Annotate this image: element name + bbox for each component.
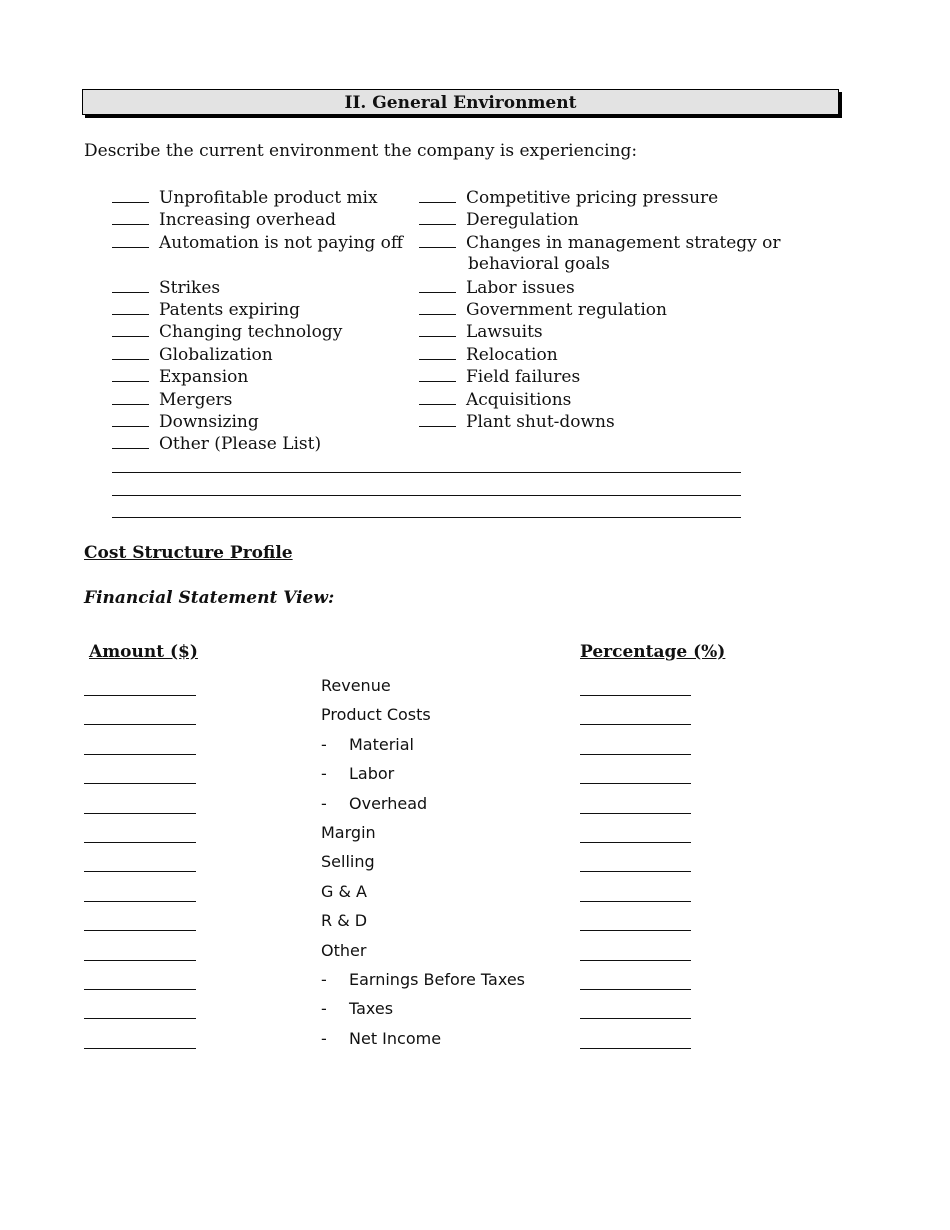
check-blank[interactable] bbox=[419, 231, 456, 248]
check-blank[interactable] bbox=[112, 208, 149, 225]
percentage-blank[interactable] bbox=[580, 1048, 691, 1049]
checklist-label: Relocation bbox=[466, 344, 558, 365]
checklist-item[interactable] bbox=[419, 231, 819, 253]
checklist-item[interactable] bbox=[112, 365, 412, 387]
check-blank[interactable] bbox=[419, 365, 456, 382]
financial-row bbox=[0, 705, 950, 738]
checklist-item[interactable] bbox=[112, 432, 412, 454]
check-blank[interactable] bbox=[112, 410, 149, 427]
amount-blank[interactable] bbox=[84, 842, 196, 843]
amount-blank[interactable] bbox=[84, 695, 196, 696]
amount-blank[interactable] bbox=[84, 1048, 196, 1049]
percentage-blank[interactable] bbox=[580, 783, 691, 784]
checklist-label: Plant shut-downs bbox=[466, 411, 615, 432]
checklist-label: Mergers bbox=[159, 389, 233, 410]
financial-row-text: Margin bbox=[321, 823, 376, 842]
checklist-right bbox=[419, 186, 819, 432]
amount-blank[interactable] bbox=[84, 813, 196, 814]
check-blank[interactable] bbox=[112, 343, 149, 360]
check-blank[interactable] bbox=[419, 320, 456, 337]
financial-row bbox=[0, 734, 950, 768]
percentage-blank[interactable] bbox=[580, 960, 691, 961]
amount-blank[interactable] bbox=[84, 754, 196, 755]
financial-row-label bbox=[321, 676, 391, 695]
checklist-label: Lawsuits bbox=[466, 322, 543, 343]
checklist-label: Deregulation bbox=[466, 210, 579, 231]
checklist-item[interactable] bbox=[112, 208, 412, 230]
financial-row-label bbox=[321, 852, 375, 871]
sub-item-dash: - bbox=[321, 764, 327, 784]
checklist-spacer bbox=[112, 253, 412, 275]
percentage-blank[interactable] bbox=[580, 901, 691, 902]
checklist-item[interactable] bbox=[112, 276, 412, 298]
checklist-label: Globalization bbox=[159, 344, 273, 365]
check-blank[interactable] bbox=[419, 276, 456, 293]
financial-row-text: R & D bbox=[321, 911, 368, 931]
check-blank[interactable] bbox=[419, 208, 456, 225]
checklist-label: Automation is not paying off bbox=[159, 232, 403, 253]
checklist-item[interactable] bbox=[112, 298, 412, 320]
amount-blank[interactable] bbox=[84, 901, 196, 902]
financial-row-text: Net Income bbox=[349, 1028, 442, 1048]
financial-row-text: Selling bbox=[321, 852, 375, 872]
financial-row bbox=[0, 764, 950, 797]
financial-row-text: Material bbox=[349, 734, 414, 754]
checklist-item[interactable] bbox=[112, 388, 412, 410]
amount-blank[interactable] bbox=[84, 783, 196, 784]
percentage-blank[interactable] bbox=[580, 754, 691, 755]
percentage-blank[interactable] bbox=[580, 989, 691, 990]
financial-row bbox=[0, 823, 950, 856]
financial-row-label bbox=[321, 794, 427, 813]
checklist-item[interactable] bbox=[112, 231, 412, 253]
financial-row-label bbox=[321, 970, 525, 989]
other-writein-line[interactable] bbox=[112, 517, 741, 518]
check-blank[interactable] bbox=[112, 231, 149, 248]
checklist-label: Field failures bbox=[466, 367, 581, 388]
check-blank[interactable] bbox=[112, 388, 149, 405]
financial-row-text: Overhead bbox=[349, 793, 428, 813]
financial-row bbox=[0, 881, 950, 915]
checklist-label: Patents expiring bbox=[159, 299, 300, 320]
other-writein-line[interactable] bbox=[112, 495, 741, 496]
financial-row-label bbox=[321, 882, 367, 901]
financial-row bbox=[0, 676, 950, 709]
checklist-label: Unprofitable product mix bbox=[159, 188, 378, 208]
percentage-blank[interactable] bbox=[580, 695, 691, 696]
cost-structure-title: Cost Structure Profile bbox=[84, 543, 293, 563]
check-blank[interactable] bbox=[419, 298, 456, 315]
financial-row-text: Taxes bbox=[349, 999, 394, 1019]
check-blank[interactable] bbox=[419, 388, 456, 405]
financial-row-label bbox=[321, 823, 376, 842]
amount-blank[interactable] bbox=[84, 724, 196, 725]
amount-blank[interactable] bbox=[84, 871, 196, 872]
checklist-label: behavioral goals bbox=[468, 254, 610, 275]
checklist-label: Competitive pricing pressure bbox=[466, 188, 719, 208]
percentage-blank[interactable] bbox=[580, 724, 691, 725]
percentage-blank[interactable] bbox=[580, 813, 691, 814]
checklist-label: Strikes bbox=[159, 277, 221, 298]
financial-row-label bbox=[321, 1029, 441, 1048]
check-blank[interactable] bbox=[112, 365, 149, 382]
checklist-item[interactable] bbox=[419, 186, 819, 208]
financial-row bbox=[0, 793, 950, 827]
checklist-item[interactable] bbox=[112, 186, 412, 208]
sub-item-dash: - bbox=[321, 970, 327, 989]
checklist-label: Increasing overhead bbox=[159, 210, 336, 231]
financial-row-label bbox=[321, 764, 394, 783]
checklist-item[interactable] bbox=[419, 410, 819, 432]
checklist-label: Government regulation bbox=[466, 299, 667, 320]
checklist-item[interactable] bbox=[419, 365, 819, 387]
checklist-label: Other (Please List) bbox=[159, 434, 322, 455]
financial-row bbox=[0, 999, 950, 1032]
section-header: II. General Environment bbox=[82, 89, 839, 115]
checklist-item[interactable] bbox=[419, 388, 819, 410]
amount-blank[interactable] bbox=[84, 1018, 196, 1019]
check-blank[interactable] bbox=[112, 320, 149, 337]
check-blank[interactable] bbox=[112, 432, 149, 449]
sub-item-dash: - bbox=[321, 734, 327, 754]
checklist-item[interactable] bbox=[419, 343, 819, 365]
checklist-label: Expansion bbox=[159, 367, 249, 388]
check-blank[interactable] bbox=[419, 343, 456, 360]
sub-item-dash: - bbox=[321, 999, 327, 1019]
checklist-item[interactable] bbox=[112, 410, 412, 432]
financial-row-label bbox=[321, 705, 431, 724]
financial-row bbox=[0, 911, 950, 944]
financial-row bbox=[0, 1028, 950, 1062]
financial-row-text: G & A bbox=[321, 881, 367, 901]
percentage-blank[interactable] bbox=[580, 930, 691, 931]
percentage-blank[interactable] bbox=[580, 842, 691, 843]
checklist-item[interactable] bbox=[112, 343, 412, 365]
financial-row bbox=[0, 970, 950, 1003]
percentage-blank[interactable] bbox=[580, 1018, 691, 1019]
checklist-item[interactable] bbox=[419, 320, 819, 342]
sub-item-dash: - bbox=[321, 793, 327, 813]
sub-item-dash: - bbox=[321, 1028, 327, 1048]
prompt-text: Describe the current environment the company is experiencing: bbox=[84, 141, 638, 161]
check-blank[interactable] bbox=[419, 410, 456, 427]
checklist-left bbox=[112, 186, 412, 455]
financial-statement-subtitle: Financial Statement View: bbox=[84, 588, 335, 608]
financial-row-label bbox=[321, 999, 393, 1018]
checklist-item[interactable] bbox=[112, 320, 412, 342]
checklist-item-continuation bbox=[419, 253, 819, 275]
checklist-item[interactable] bbox=[419, 276, 819, 298]
financial-row-text: Labor bbox=[349, 764, 395, 784]
check-blank[interactable] bbox=[112, 276, 149, 293]
amount-blank[interactable] bbox=[84, 989, 196, 990]
other-writein-line[interactable] bbox=[112, 472, 741, 473]
amount-column-header: Amount ($) bbox=[89, 642, 198, 662]
financial-row-label bbox=[321, 941, 366, 960]
amount-blank[interactable] bbox=[84, 930, 196, 931]
financial-row-text: Revenue bbox=[321, 676, 391, 695]
financial-row-label bbox=[321, 735, 414, 754]
financial-row-text: Other bbox=[321, 940, 367, 960]
checklist-label: Labor issues bbox=[466, 277, 575, 298]
financial-row-text: Product Costs bbox=[321, 705, 431, 725]
check-blank[interactable] bbox=[112, 298, 149, 315]
checklist-label: Changes in management strategy or bbox=[466, 232, 781, 253]
financial-row-label bbox=[321, 911, 367, 930]
checklist-label: Downsizing bbox=[159, 411, 259, 432]
percentage-column-header: Percentage (%) bbox=[580, 642, 726, 662]
financial-row bbox=[0, 852, 950, 885]
check-blank[interactable] bbox=[419, 186, 456, 203]
amount-blank[interactable] bbox=[84, 960, 196, 961]
financial-row-text: Earnings Before Taxes bbox=[349, 970, 525, 989]
check-blank[interactable] bbox=[112, 186, 149, 203]
checklist-label: Acquisitions bbox=[466, 389, 572, 410]
percentage-blank[interactable] bbox=[580, 871, 691, 872]
checklist-label: Changing technology bbox=[159, 322, 343, 343]
checklist-item[interactable] bbox=[419, 208, 819, 230]
checklist-item[interactable] bbox=[419, 298, 819, 320]
